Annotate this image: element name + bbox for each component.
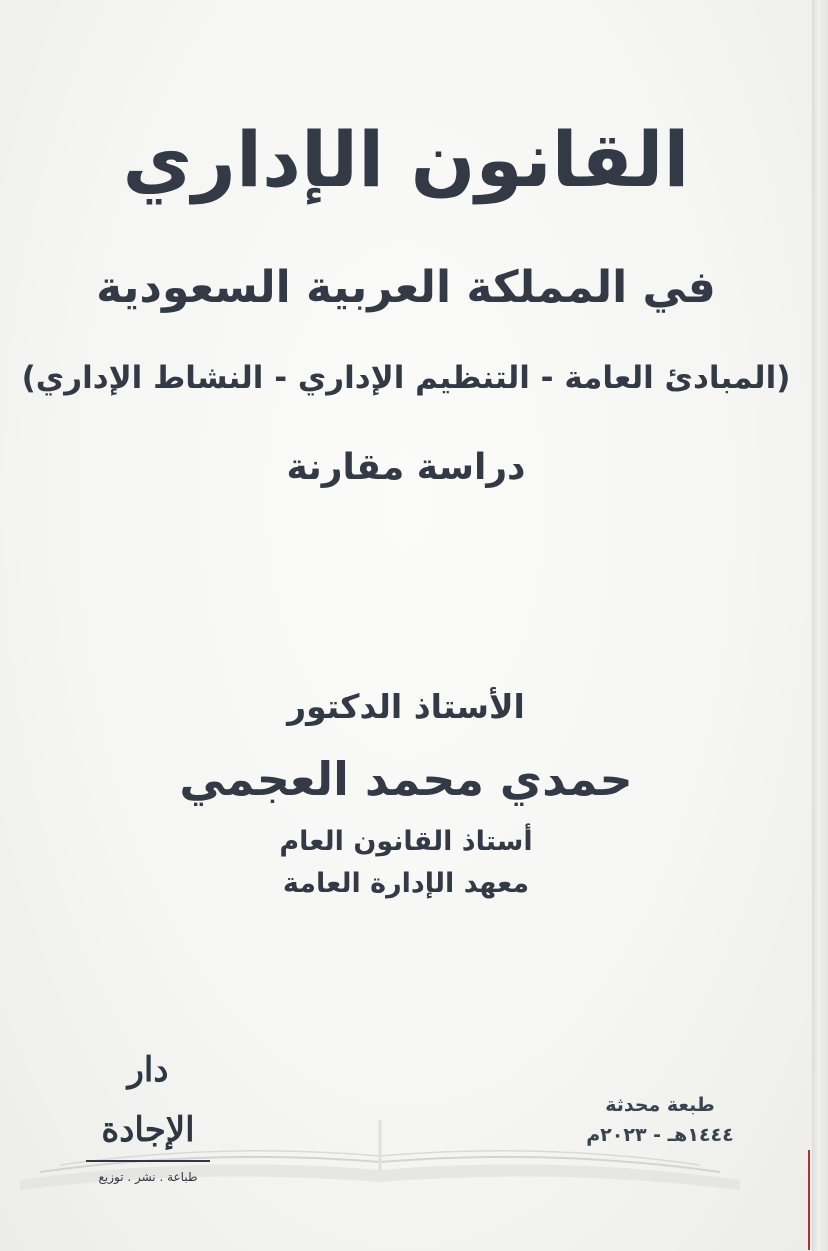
edition-info xyxy=(570,1090,750,1150)
publisher-name: دار الإجادة xyxy=(101,1050,195,1150)
book-topics: (المبادئ العامة - التنظيم الإداري - النشاط الإداري) xyxy=(21,360,791,396)
publisher-tagline: طباعة . نشر . توزيع xyxy=(98,1170,198,1184)
author-role: أستاذ القانون العام xyxy=(279,826,533,857)
author-name: حمدي محمد العجمي xyxy=(179,752,633,806)
book-subtitle: في المملكة العربية السعودية xyxy=(96,262,716,313)
book-title: القانون الإداري xyxy=(122,115,690,204)
publisher-logo xyxy=(78,1040,218,1184)
edition-date: ١٤٤٤هـ - ٢٠٢٣م xyxy=(586,1124,734,1146)
edition-label: طبعة محدثة xyxy=(605,1094,715,1116)
author-academic-title: الأستاذ الدكتور xyxy=(287,687,525,726)
page-edge xyxy=(812,0,828,1251)
study-type: دراسة مقارنة xyxy=(286,447,526,488)
publisher-divider xyxy=(86,1160,210,1162)
author-institution: معهد الإدارة العامة xyxy=(282,868,530,899)
bookmark-ribbon xyxy=(808,1150,810,1250)
